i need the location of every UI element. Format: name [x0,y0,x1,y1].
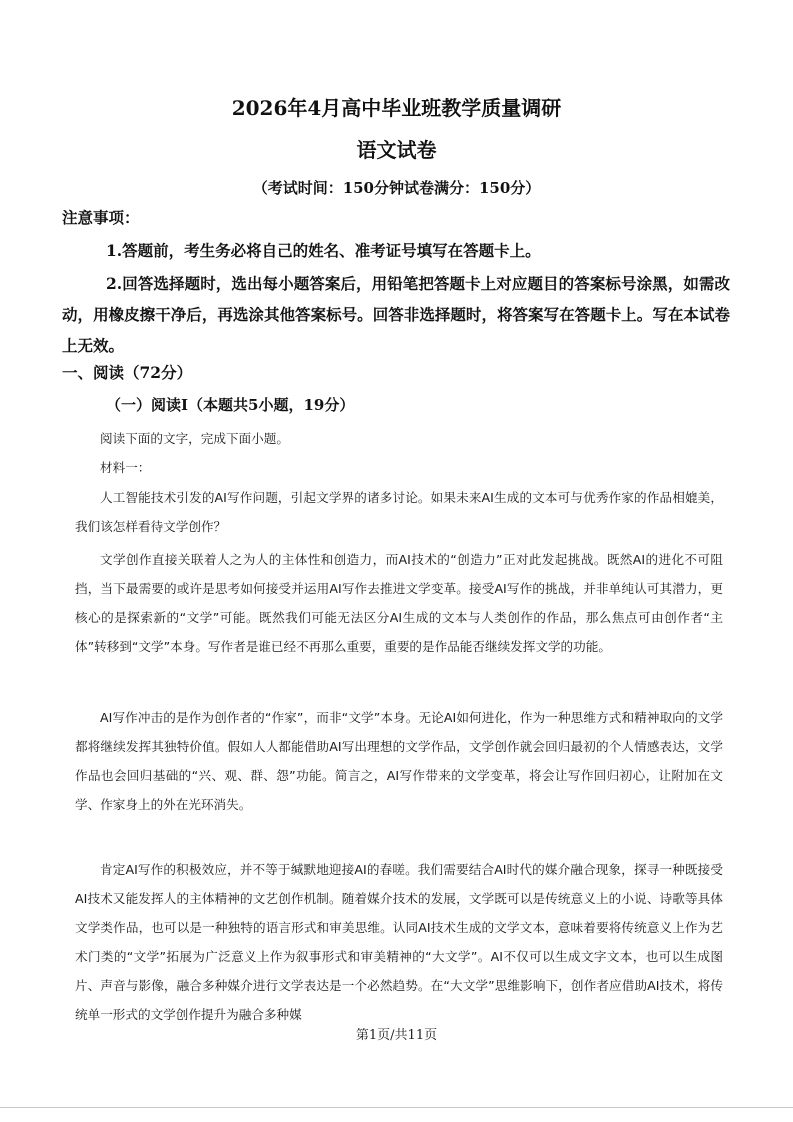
paragraph: AI写作冲击的是作为创作者的“作家”，而非“文学”本身。无论AI如何进化，作为一种思维方式和精神取向的文学都将继续发挥其独特价值。假如人人都能借助AI写出理想的文学作品，文学创作就会回归最初的个人情感表达，文学作品也会回归基础的“兴、观、群、怨”功能。简言之，AI写作带来的文学变革，将会让写作回归初心，让附加在文学、作家身上的外在光环消失。 [75,710,723,812]
reading-instruction: 阅读下面的文字，完成下面小题。 [100,431,289,446]
material-label: 材料一： [100,460,151,475]
page-divider [0,1107,793,1108]
paragraph: 肯定AI写作的积极效应，并不等于缄默地迎接AI的春嗟。我们需要结合AI时代的媒介融合现象，探寻一种既接受AI技术又能发挥人的主体精神的文艺创作机制。随着媒介技术的发展，文学既可以是传统意义上的小说、诗歌等具体文学类作品，也可以是一种独特的语言形式和审美思维。认同AI技术生成的文学文本，意味着要将传统意义上作为艺术门类的“文学”拓展为广泛意义上作为叙事形式和审美精神的“大文学”。AI不仅可以生成文字文本，也可以生成图片、声音与影像，融合多种媒介进行文学表达是一个必然趋势。在“大文学”思维影响下，创作者应借助AI技术，将传统单一形式的文学创作提升为融合多种媒 [75,862,723,1022]
notice-item-1: 1.答题前，考生务必将自己的姓名、准考证号填写在答题卡上。 [106,241,541,260]
notice-item-2: 2.回答选择题时，选出每小题答案后，用铅笔把答题卡上对应题目的答案标号涂黑，如需改动，用橡皮擦干净后，再选涂其他答案标号。回答非选择题时，将答案写在答题卡上。写在本试卷上无效。 [62,274,730,355]
subsection-title: （一）阅读Ⅰ（本题共5小题，19分） [106,396,355,414]
paragraph: 人工智能技术引发的AI写作问题，引起文学界的诸多讨论。如果未来AI生成的文本可与优秀作家的作品相媲美，我们该怎样看待文学创作？ [75,490,723,534]
exam-title: 2026年4月高中毕业班教学质量调研 [231,96,562,120]
exam-info: （考试时间：150分钟试卷满分：150分） [252,179,541,197]
exam-subtitle: 语文试卷 [356,138,437,162]
paragraph: 文学创作直接关联着人之为人的主体性和创造力，而AI技术的“创造力”正对此发起挑战。既然AI的进化不可阻挡，当下最需要的或许是思考如何接受并运用AI写作去推进文学变革。接受AI写作的挑战，并非单纯认可其潜力，更核心的是探索新的“文学”可能。既然我们可能无法区分AI生成的文本与人类创作的作品，那么焦点可由创作者“主体”转移到“文学”本身。写作者是谁已经不再那么重要，重要的是作品能否继续发挥文学的功能。 [75,552,723,654]
section-title: 一、阅读（72分） [62,363,193,382]
page-number: 第1页/共11页 [355,1028,438,1043]
notice-title: 注意事项： [62,208,140,227]
